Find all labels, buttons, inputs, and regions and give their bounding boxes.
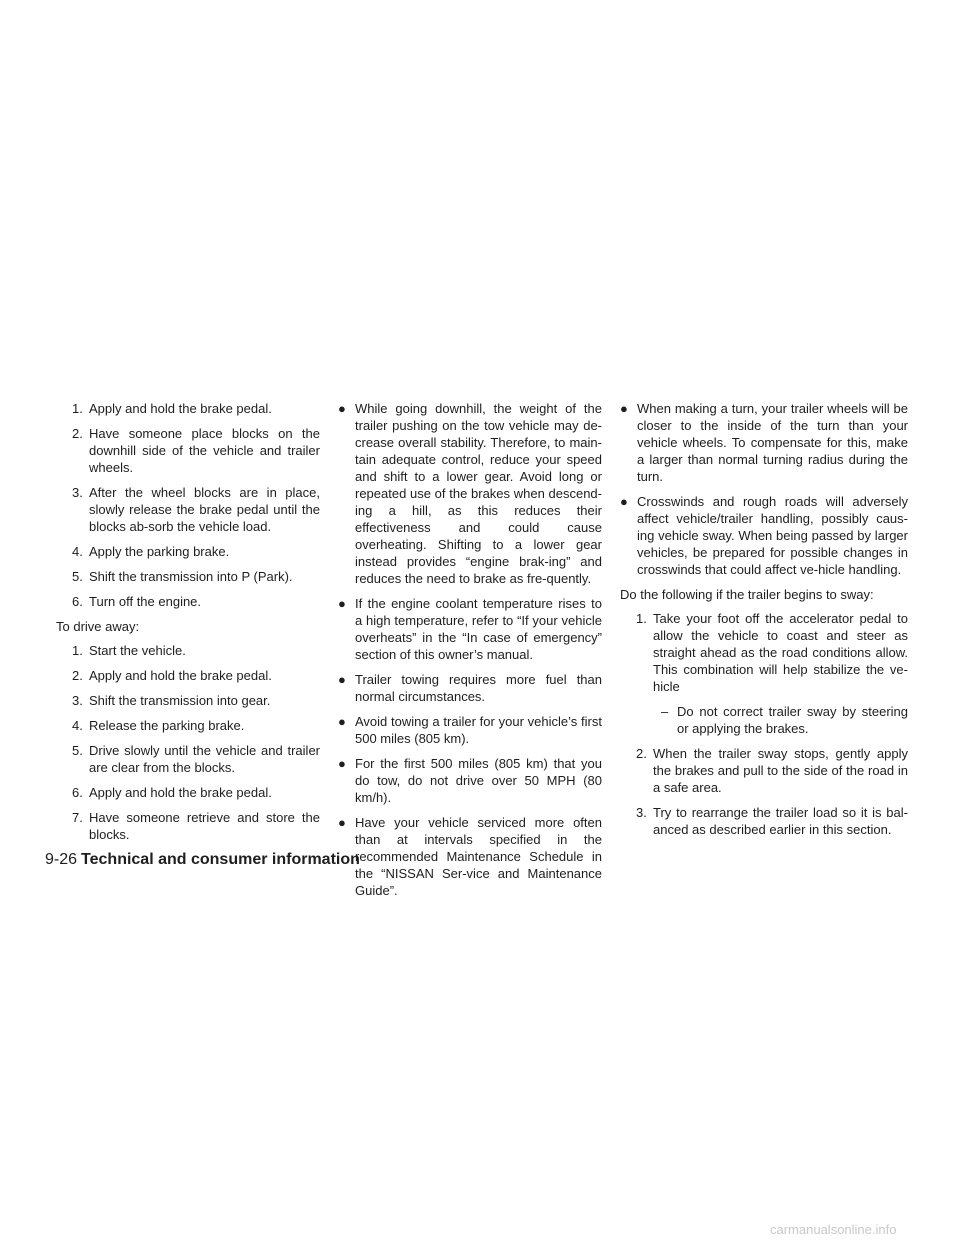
bullet-item bbox=[338, 755, 602, 806]
section-title: Technical and consumer information bbox=[81, 851, 360, 868]
bullet-icon: ● bbox=[338, 401, 346, 416]
list-item: 3. After the wheel blocks are in place, slowly release the brake pedal until the blocks ab-sorb the vehicle load. bbox=[72, 485, 320, 534]
bullet-icon: ● bbox=[338, 756, 346, 771]
list-item: 2. When the trailer sway stops, gently apply the brakes and pull to the side of the road in a safe area. bbox=[636, 746, 908, 795]
list-item: 2. Apply and hold the brake pedal. bbox=[72, 668, 272, 683]
page-number: 9-26 bbox=[45, 851, 78, 868]
list-item: 4. Apply the parking brake. bbox=[72, 544, 230, 559]
column-2 bbox=[338, 400, 602, 907]
item-text: Have someone place blocks on the downhill side of the vehicle and trailer wheels. bbox=[89, 426, 320, 475]
list-item: 7. Have someone retrieve and store the blocks. bbox=[72, 810, 320, 842]
bullet-text: For the first 500 miles (805 km) that you do tow, do not drive over 50 MPH (80 km/h). bbox=[355, 756, 602, 805]
item-text: Drive slowly until the vehicle and trailer are clear from the blocks. bbox=[89, 743, 320, 775]
item-text: Shift the transmission into gear. bbox=[89, 693, 271, 708]
bullet-icon: ● bbox=[620, 494, 628, 509]
bullet-item bbox=[620, 493, 908, 578]
item-text: Do not correct trailer sway by steering or applying the brakes. bbox=[677, 704, 908, 736]
list-item: 2. Have someone place blocks on the downhill side of the vehicle and trailer wheels. bbox=[72, 426, 320, 475]
bullet-icon: ● bbox=[338, 672, 346, 687]
list-item: 1. Start the vehicle. bbox=[72, 643, 186, 658]
item-text: Turn off the engine. bbox=[89, 594, 202, 609]
sway-heading: Do the following if the trailer begins to sway: bbox=[620, 587, 874, 602]
item-text: Have someone retrieve and store the blocks. bbox=[89, 810, 320, 842]
item-text: Apply the parking brake. bbox=[89, 544, 230, 559]
bullet-item bbox=[338, 671, 602, 705]
dash-marker: – bbox=[661, 704, 669, 719]
list-item: 3. Try to rearrange the trailer load so it is bal-anced as described earlier in this section. bbox=[636, 805, 908, 837]
bullet-item bbox=[338, 400, 602, 587]
column-1 bbox=[56, 400, 320, 851]
list-item: 1. Apply and hold the brake pedal. bbox=[72, 401, 272, 416]
item-text: Apply and hold the brake pedal. bbox=[89, 401, 272, 416]
item-text: Take your foot off the accelerator pedal to allow the vehicle to coast and steer as straight ahead as the road conditions allow. This combination will help stabilize the ve-hicle bbox=[653, 611, 908, 694]
item-text: When the trailer sway stops, gently apply the brakes and pull to the side of the road in a safe area. bbox=[653, 746, 908, 795]
column-3 bbox=[620, 400, 908, 846]
bullet-text: While going downhill, the weight of the trailer pushing on the tow vehicle may de-crease overall stability. Therefore, to main-tain adequate control, reduce your speed and shift to a lower gear. Avoid long or repeated use of the brakes when descend-ing a hill, as this reduces their effectiveness and could cause overheating. Shifting to a lower gear instead provides “engine brak-ing” and reduces the need to brake as fre-quently. bbox=[355, 401, 602, 586]
item-text: Start the vehicle. bbox=[89, 643, 186, 658]
drive-away-heading: To drive away: bbox=[56, 619, 140, 634]
bullet-item bbox=[338, 713, 602, 747]
list-item: 6. Turn off the engine. bbox=[72, 594, 202, 609]
item-text: Release the parking brake. bbox=[89, 718, 245, 733]
bullet-icon: ● bbox=[338, 596, 346, 611]
item-text: Apply and hold the brake pedal. bbox=[89, 785, 272, 800]
bullet-text: Have your vehicle serviced more often than at intervals specified in the recommended Maintenance Schedule in the “NISSAN Ser-vice and Maintenance Guide”. bbox=[355, 815, 602, 898]
sub-list-item bbox=[661, 703, 908, 737]
bullet-text: Avoid towing a trailer for your vehicle’s first 500 miles (805 km). bbox=[355, 714, 602, 746]
bullet-icon: ● bbox=[338, 714, 346, 729]
list-item: 6. Apply and hold the brake pedal. bbox=[72, 785, 272, 800]
bullet-text: Crosswinds and rough roads will adversely affect vehicle/trailer handling, possibly caus-ing vehicle sway. When being passed by larger vehicles, be prepared for possible changes in crosswinds that could affect ve-hicle handling. bbox=[637, 494, 908, 577]
item-text: After the wheel blocks are in place, slowly release the brake pedal until the blocks ab-sorb the vehicle load. bbox=[89, 485, 320, 534]
steps-list-a bbox=[56, 400, 320, 610]
list-item: 5. Drive slowly until the vehicle and trailer are clear from the blocks. bbox=[72, 743, 320, 775]
item-text: Shift the transmission into P (Park). bbox=[89, 569, 293, 584]
bullet-item bbox=[620, 400, 908, 485]
steps-list-b bbox=[56, 642, 320, 843]
item-text: Apply and hold the brake pedal. bbox=[89, 668, 272, 683]
list-item: 4. Release the parking brake. bbox=[72, 718, 245, 733]
bullet-icon: ● bbox=[338, 815, 346, 830]
item-text: Try to rearrange the trailer load so it is bal-anced as described earlier in this section. bbox=[653, 805, 908, 837]
watermark: carmanualsonline.info bbox=[770, 1222, 897, 1237]
list-item: 3. Shift the transmission into gear. bbox=[72, 693, 271, 708]
list-item: 1. Take your foot off the accelerator pedal to allow the vehicle to coast and steer as straight ahead as the road conditions allow. This combination will help stabilize the ve-hicle bbox=[636, 611, 908, 694]
page-footer bbox=[45, 850, 360, 870]
bullet-item bbox=[338, 814, 602, 899]
list-item: 5. Shift the transmission into P (Park). bbox=[72, 569, 293, 584]
bullet-icon: ● bbox=[620, 401, 628, 416]
bullet-text: When making a turn, your trailer wheels will be closer to the inside of the turn than your vehicle wheels. To compensate for this, make a larger than normal turning radius during the turn. bbox=[637, 401, 908, 484]
bullet-text: Trailer towing requires more fuel than normal circumstances. bbox=[355, 672, 602, 704]
bullet-text: If the engine coolant temperature rises to a high temperature, refer to “If your vehicle overheats” in the “In case of emergency” section of this owner’s manual. bbox=[355, 596, 602, 662]
bullet-item bbox=[338, 595, 602, 663]
